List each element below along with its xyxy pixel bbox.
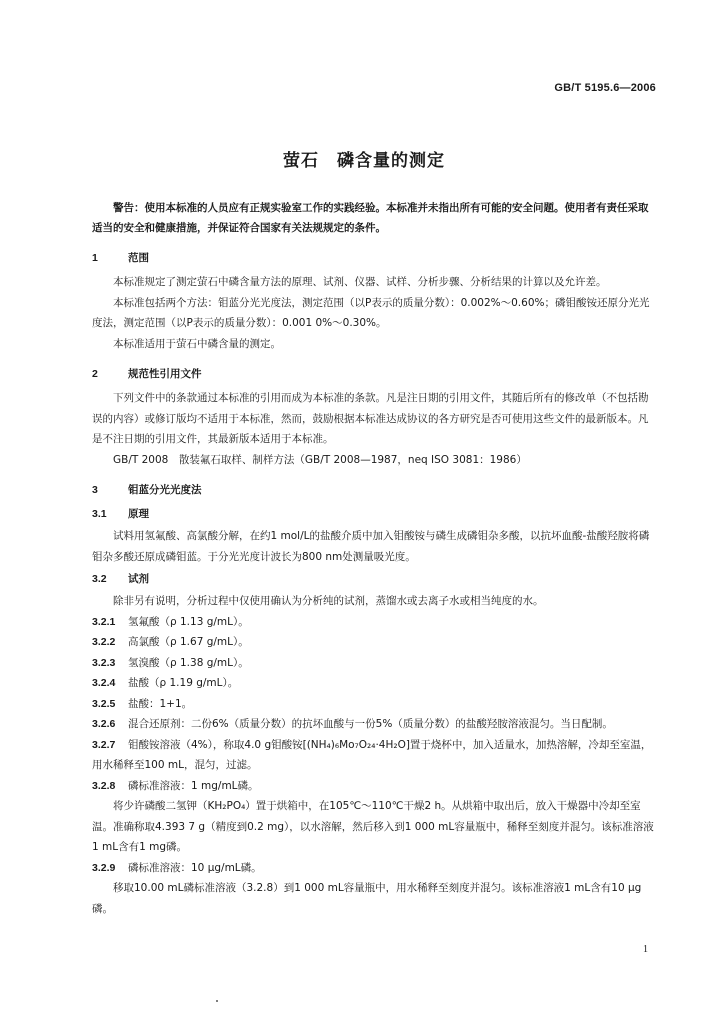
item-text: 氢氟酸（ρ 1.13 g/mL）。 [128,615,249,628]
scope-paragraph-3: 本标准适用于萤石中磷含量的测定。 [113,337,281,350]
item-number: 3.2.8 [92,779,116,792]
section-number: 3 [92,484,98,496]
standard-solution-paragraph: 将少许磷酸二氢钾（KH₂PO₄）置于烘箱中，在105℃～110℃干燥2 h。从烘箱中取出后，放入干燥器中冷却至室温。准确称取4.393 7 g（精度到0.2 mg），以水溶解，然后移入到1 000 mL容量瓶中，稀释至刻度并混匀。该标准溶液1 mL含有1 mg磷。 [92,800,654,853]
item-number: 3.2.3 [92,656,116,669]
item-text: 氢溴酸（ρ 1.38 g/mL）。 [128,656,249,669]
item-text: 钼酸铵溶液（4%），称取4.0 g钼酸铵[(NH₄)₆Mo₇O₂₄·4H₂O]置于烧杯中，加入适量水，加热溶解，冷却至室温，用水稀释至100 mL，混匀，过滤。 [92,738,652,771]
item-number: 3.2.5 [92,697,116,710]
warning-paragraph: 警告：使用本标准的人员应有正规实验室工作的实践经验。本标准并未指出所有可能的安全问题。使用者有责任采取适当的安全和健康措施，并保证符合国家有关法规规定的条件。 [92,202,649,234]
subsection-title: 试剂 [128,573,149,585]
item-text: 盐酸：1+1。 [128,697,193,710]
item-text: 高氯酸（ρ 1.67 g/mL）。 [128,636,249,648]
document-body [92,198,658,919]
section-title: 钼蓝分光光度法 [128,484,202,496]
list-item [92,673,658,694]
item-text: 盐酸（ρ 1.19 g/mL）。 [128,677,239,689]
scope-paragraph-2: 本标准包括两个方法：钼蓝分光光度法，测定范围（以P表示的质量分数）：0.002%～0.60%；磷钼酸铵还原分光光度法，测定范围（以P表示的质量分数）：0.001 0%～0.30%。 [92,296,650,329]
list-item [92,653,658,674]
list-item [92,694,658,715]
subsection-3-1-heading [92,504,658,524]
item-text: 磷标准溶液：10 μg/mL磷。 [128,861,262,874]
page-number: 1 [643,944,648,955]
section-2-heading [92,366,658,382]
list-item [92,632,658,653]
item-number: 3.2.6 [92,718,116,730]
item-number: 3.2.7 [92,738,116,751]
subsection-title: 原理 [128,508,149,520]
item-number: 3.2.4 [92,677,116,689]
scan-artifact-dot [216,1000,218,1002]
item-number: 3.2.1 [92,615,116,628]
reagents-intro: 除非另有说明，分析过程中仅使用确认为分析纯的试剂，蒸馏水或去离子水或相当纯度的水。 [113,595,544,607]
item-number: 3.2.2 [92,636,116,648]
section-title: 规范性引用文件 [128,368,202,380]
dilution-paragraph: 移取10.00 mL磷标准溶液（3.2.8）到1 000 mL容量瓶中，用水稀释至刻度并混匀。该标准溶液1 mL含有10 μg磷。 [92,882,642,915]
normative-reference: GB/T 2008 散装氟石取样、制样方法（GB/T 2008—1987，neq ISO 3081：1986） [113,453,527,466]
list-item [92,858,658,879]
section-3-heading [92,482,658,498]
subsection-number: 3.1 [92,508,107,520]
list-item [92,714,658,735]
list-item [92,776,658,797]
principle-paragraph: 试料用氢氟酸、高氯酸分解，在约1 mol/L的盐酸介质中加入钼酸铵与磷生成磷钼杂多酸，以抗坏血酸-盐酸羟胺将磷钼杂多酸还原成磷钼蓝。于分光光度计波长为800 nm处测量吸光度。 [92,530,650,563]
scope-paragraph-1: 本标准规定了测定萤石中磷含量方法的原理、试剂、仪器、试样、分析步骤、分析结果的计算以及允许差。 [113,276,607,288]
item-text: 混合还原剂：二份6%（质量分数）的抗坏血酸与一份5%（质量分数）的盐酸羟胺溶液混匀。当日配制。 [128,718,613,730]
section-number: 1 [92,252,98,264]
document-title: 萤石 磷含量的测定 [283,151,445,171]
standard-code: GB/T 5195.6—2006 [554,82,656,94]
item-number: 3.2.9 [92,861,116,874]
item-text: 磷标准溶液：1 mg/mL磷。 [128,779,259,792]
list-item [92,735,658,776]
subsection-3-2-heading [92,569,658,589]
section-1-heading [92,250,658,266]
normative-paragraph: 下列文件中的条款通过本标准的引用而成为本标准的条款。凡是注日期的引用文件，其随后所有的修改单（不包括勘误的内容）或修订版均不适用于本标准，然而，鼓励根据本标准达成协议的各方研究是否可使用这些文件的最新版本。凡是不注日期的引用文件，其最新版本适用于本标准。 [92,392,649,445]
section-number: 2 [92,368,98,380]
section-title: 范围 [128,252,149,264]
subsection-number: 3.2 [92,573,107,585]
list-item [92,612,658,633]
